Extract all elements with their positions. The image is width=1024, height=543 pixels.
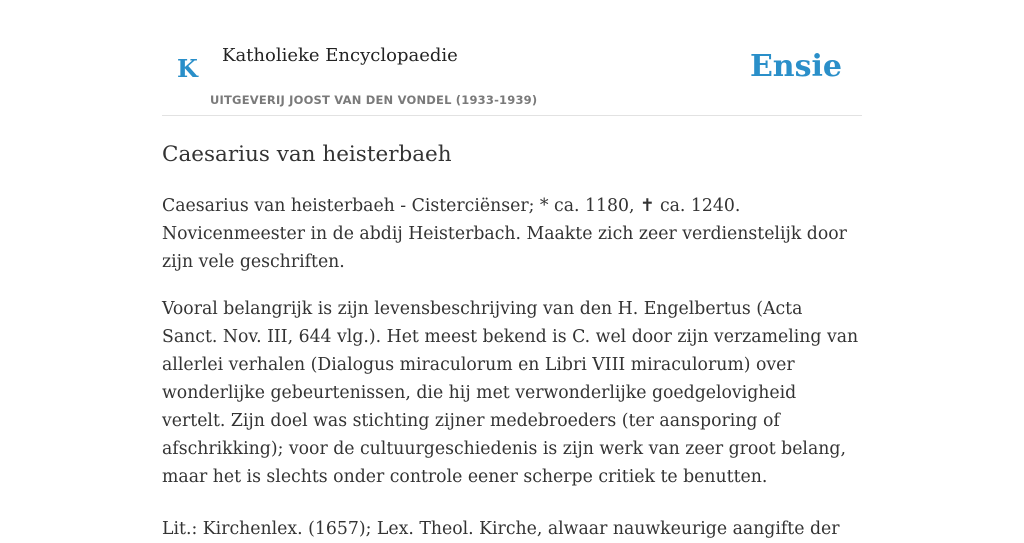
site-title-link[interactable]: Katholieke Encyclopaedie: [222, 45, 458, 66]
article-title: Caesarius van heisterbaeh: [162, 142, 452, 167]
site-header: [162, 0, 862, 116]
page: [162, 0, 862, 543]
article-literature: Lit.: Kirchenlex. (1657); Lex. Theol. Kirche, alwaar nauwkeurige aangifte der: [162, 519, 840, 539]
publisher-subtitle: UITGEVERIJ JOOST VAN DEN VONDEL (1933-1939): [210, 93, 538, 107]
article-paragraph: Caesarius van heisterbaeh - Cisterciënser; * ca. 1180, ✝ ca. 1240. Novicenmeester in de abdij Heisterbach. Maakte zich zeer verdienstelijk door zijn vele geschriften.: [162, 196, 847, 272]
article-body: [162, 140, 862, 543]
site-logo[interactable]: K: [177, 54, 198, 83]
article-paragraph: Vooral belangrijk is zijn levensbeschrijving van den H. Engelbertus (Acta Sanct. Nov. III, 644 vlg.). Het meest bekend is C. wel door zijn verzameling van allerlei verhalen (Dialogus miraculorum en Libri VIII miraculorum) over wonderlijke gebeurtenissen, die hij met verwonderlijke goedgelovigheid vertelt. Zijn doel was stichting zijner medebroeders (ter aansporing of afschrikking); voor de cultuurgeschiedenis is zijn werk van zeer groot belang, maar het is slechts onder controle eener scherpe critiek te benutten.: [162, 299, 859, 487]
ensie-brand-link[interactable]: Ensie: [749, 49, 842, 84]
